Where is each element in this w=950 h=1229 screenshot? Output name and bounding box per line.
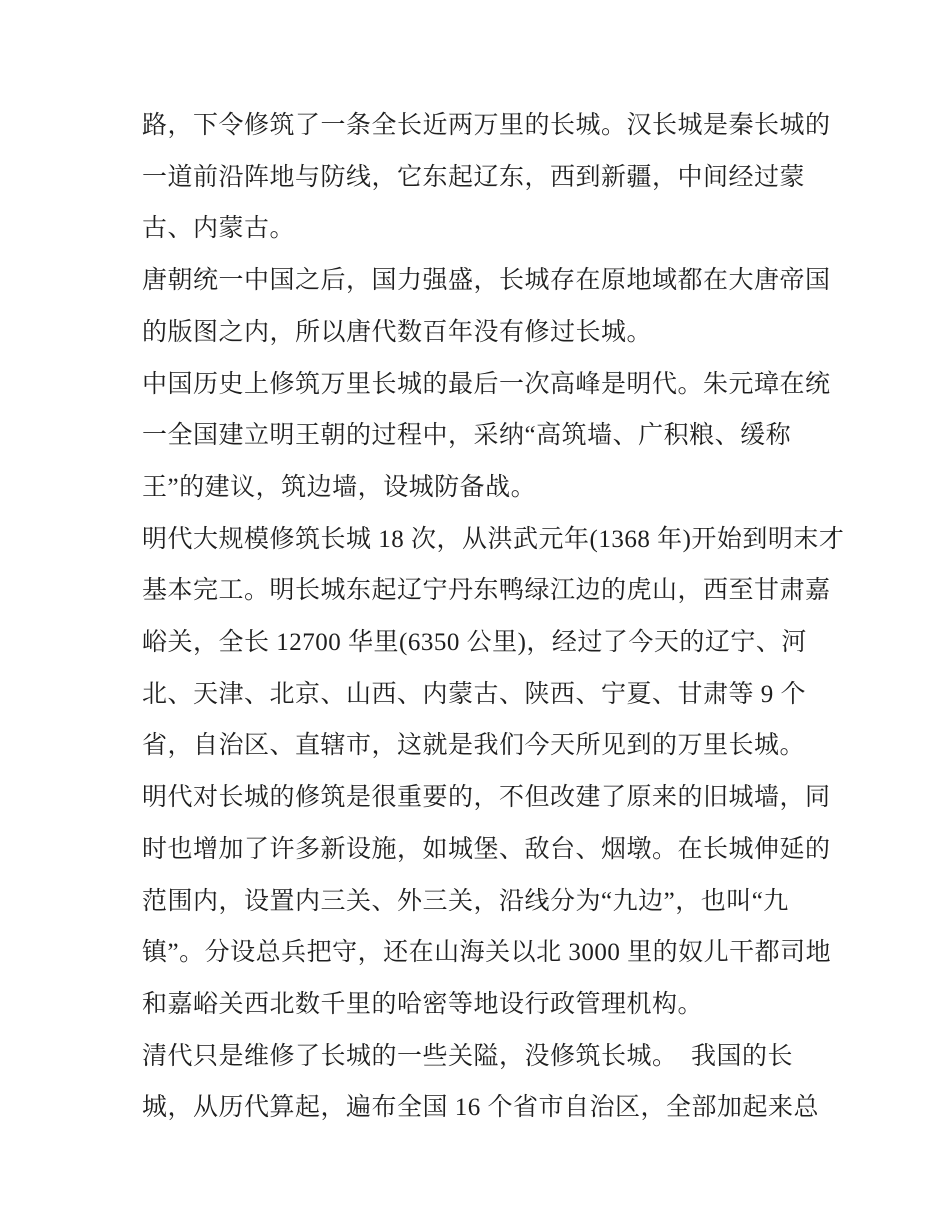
text-line: 一全国建立明王朝的过程中，采纳“高筑墙、广积粮、缓称 <box>142 422 792 450</box>
text-line: 基本完工。明长城东起辽宁丹东鸭绿江边的虎山，西至甘肃嘉 <box>142 577 831 605</box>
text-line: 镇”。分设总兵把守，还在山海关以北 3000 里的奴儿干都司地 <box>142 939 832 967</box>
text-line: 的版图之内，所以唐代数百年没有修过长城。 <box>142 318 653 346</box>
text-line: 城，从历代算起，遍布全国 16 个省市自治区，全部加起来总 <box>142 1094 820 1122</box>
text-line: 王”的建议，筑边墙，设城防备战。 <box>142 473 537 501</box>
text-line: 古、内蒙古。 <box>142 215 296 243</box>
text-line: 省，自治区、直辖市，这就是我们今天所见到的万里长城。 <box>142 732 806 760</box>
text-line: 北、天津、北京、山西、内蒙古、陕西、宁夏、甘肃等 9 个 <box>142 680 807 708</box>
text-line: 唐朝统一中国之后，国力强盛，长城存在原地域都在大唐帝国 <box>142 267 831 295</box>
text-line: 一道前沿阵地与防线，它东起辽东，西到新疆，中间经过蒙 <box>142 163 806 191</box>
text-line: 范围内，设置内三关、外三关，沿线分为“九边”，也叫“九 <box>142 887 789 915</box>
text-line: 时也增加了许多新设施，如城堡、敌台、烟墩。在长城伸延的 <box>142 835 831 863</box>
text-line: 中国历史上修筑万里长城的最后一次高峰是明代。朱元璋在统 <box>142 370 831 398</box>
text-line: 路，下令修筑了一条全长近两万里的长城。汉长城是秦长城的 <box>142 112 831 139</box>
text-line: 峪关，全长 12700 华里(6350 公里)，经过了今天的辽宁、河 <box>142 629 807 657</box>
text-line: 明代对长城的修筑是很重要的，不但改建了原来的旧城墙，同 <box>142 784 831 812</box>
text-line: 明代大规模修筑长城 18 次，从洪武元年(1368 年)开始到明末才 <box>142 525 845 553</box>
text-line: 清代只是维修了长城的一些关隘，没修筑长城。 我国的长 <box>142 1042 794 1070</box>
text-line: 和嘉峪关西北数千里的哈密等地设行政管理机构。 <box>142 990 704 1018</box>
